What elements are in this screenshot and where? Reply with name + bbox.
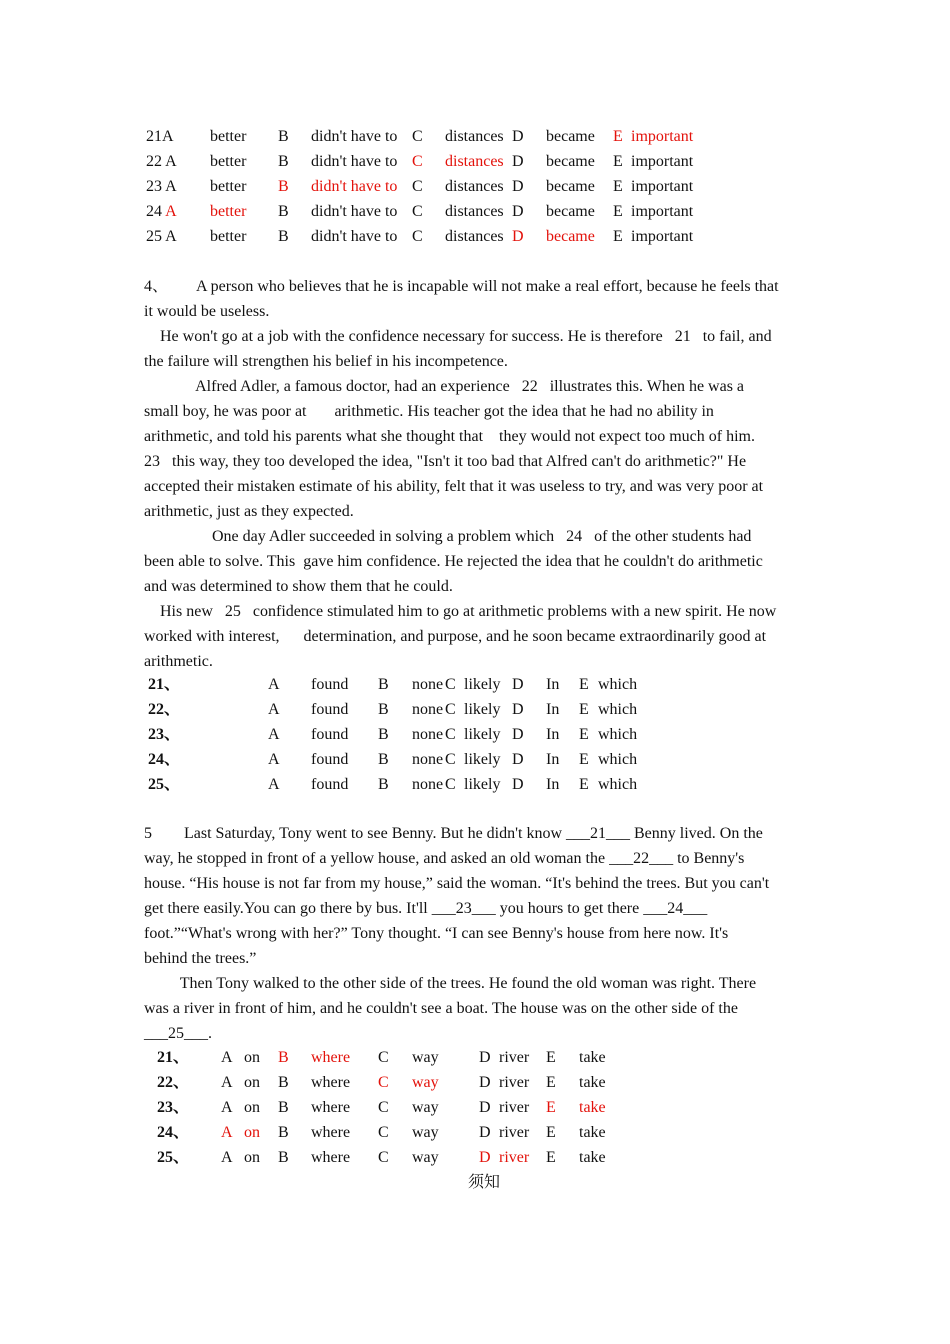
table3-cell-d_text: river <box>499 1124 530 1141</box>
table1-cell-num: 21A <box>146 128 174 145</box>
passage4-line: the failure will strengthen his belief in his incompetence. <box>144 353 508 370</box>
table3-cell-c_text: way <box>412 1149 439 1166</box>
table3-cell-c: C <box>378 1074 389 1091</box>
table1-cell-e: E <box>613 178 623 195</box>
table3-cell-d: D <box>479 1149 491 1166</box>
table1-cell-a: better <box>210 228 247 245</box>
table3-cell-b_text: where <box>311 1124 351 1141</box>
table3-cell-a: A <box>221 1074 233 1091</box>
passage4-line: arithmetic. <box>144 653 213 670</box>
table1-cell-e: E <box>613 203 623 220</box>
table2-cell-c_text: likely <box>464 701 501 718</box>
table1-cell-b_text: didn't have to <box>311 153 398 170</box>
table3-cell-b_text: where <box>311 1099 351 1116</box>
table3-cell-a_text: on <box>244 1049 260 1066</box>
table3-cell-d: D <box>479 1074 491 1091</box>
table2-cell-b_text: none <box>412 726 444 743</box>
table3-cell-c: C <box>378 1099 389 1116</box>
passage5-line: was a river in front of him, and he couldn't see a boat. The house was on the other side of the <box>144 1000 738 1017</box>
table2-cell-c: C <box>445 751 456 768</box>
table3-cell-b_text: where <box>311 1049 351 1066</box>
table3-cell-e: E <box>546 1124 556 1141</box>
table2-cell-e: E <box>579 676 589 693</box>
table3-cell-c: C <box>378 1149 389 1166</box>
table1-cell-c: C <box>412 178 423 195</box>
table3-cell-e: E <box>546 1074 556 1091</box>
table3-cell-d: D <box>479 1049 491 1066</box>
table1-cell-c_text: distances <box>445 128 504 145</box>
table2-cell-b: B <box>378 751 389 768</box>
table2-cell-num: 21、 <box>148 676 181 693</box>
passage4-line: 23 this way, they too developed the idea, "Isn't it too bad that Alfred can't do arithmetic?" He <box>144 453 747 470</box>
table2-cell-b_text: none <box>412 676 444 693</box>
passage5-line: 5 Last Saturday, Tony went to see Benny. But he didn't know ___21___ Benny lived. On the <box>144 825 763 842</box>
table3-cell-d_text: river <box>499 1049 530 1066</box>
passage5-line: foot.”“What's wrong with her?” Tony thought. “I can see Benny's house from here now. It's <box>144 925 729 942</box>
passage5-line: house. “His house is not far from my house,” said the woman. “It's behind the trees. But you can't <box>144 875 770 892</box>
table2-cell-b: B <box>378 776 389 793</box>
table2-cell-e_text: which <box>598 676 638 693</box>
table3-cell-b: B <box>278 1049 289 1066</box>
table1-cell-a: better <box>210 178 247 195</box>
table2-cell-b_text: none <box>412 776 444 793</box>
passage5-line: behind the trees.” <box>144 950 257 967</box>
table1-cell-b: B <box>278 153 289 170</box>
table1-cell-d_text: became <box>546 228 595 245</box>
table2-cell-a: A <box>268 776 280 793</box>
passage4-line: He won't go at a job with the confidence necessary for success. He is therefore 21 to fail, and <box>144 328 772 345</box>
table2-cell-e: E <box>579 726 589 743</box>
passage4-line: Alfred Adler, a famous doctor, had an experience 22 illustrates this. When he was a <box>144 378 745 395</box>
table1-cell-c_text: distances <box>445 228 504 245</box>
table1-cell-e: E <box>613 153 623 170</box>
table2-cell-d_text: In <box>546 776 560 793</box>
table1-cell-c: C <box>412 128 423 145</box>
table3-cell-d_text: river <box>499 1149 530 1166</box>
table2-cell-a_text: found <box>311 676 349 693</box>
table2-cell-a_text: found <box>311 726 349 743</box>
table1-cell-d_text: became <box>546 203 595 220</box>
table2-cell-a: A <box>268 751 280 768</box>
table2-cell-b_text: none <box>412 751 444 768</box>
table3-cell-a_text: on <box>244 1074 260 1091</box>
table1-cell-c: C <box>412 228 423 245</box>
table1-cell-c_text: distances <box>445 178 504 195</box>
table1-answer-letter: A <box>165 203 177 220</box>
table3-cell-e_text: take <box>579 1149 606 1166</box>
table2-cell-d_text: In <box>546 701 560 718</box>
table1-cell-a: better <box>210 203 247 220</box>
table3-cell-c_text: way <box>412 1049 439 1066</box>
table3-cell-a: A <box>221 1124 233 1141</box>
table2-cell-c_text: likely <box>464 751 501 768</box>
table1-cell-e_text: important <box>631 153 694 170</box>
table1-cell-d: D <box>512 178 524 195</box>
table1-cell-e_text: important <box>631 228 694 245</box>
passage5-line: ___25___. <box>144 1025 212 1042</box>
table1-cell-b: B <box>278 128 289 145</box>
table1-cell-b_text: didn't have to <box>311 128 398 145</box>
passage4-line: been able to solve. This gave him confidence. He rejected the idea that he couldn't do arithmetic <box>144 553 763 570</box>
passage4-line: arithmetic, just as they expected. <box>144 503 354 520</box>
table2-cell-c: C <box>445 701 456 718</box>
passage5-line: Then Tony walked to the other side of the trees. He found the old woman was right. There <box>144 975 757 992</box>
table2-cell-e_text: which <box>598 751 638 768</box>
passage4-line: 4、 A person who believes that he is incapable will not make a real effort, because he feels that <box>144 278 779 295</box>
table2-cell-e_text: which <box>598 726 638 743</box>
table1-cell-b: B <box>278 228 289 245</box>
table1-cell-d_text: became <box>546 128 595 145</box>
passage4-line: it would be useless. <box>144 303 270 320</box>
table2-cell-num: 24、 <box>148 751 181 768</box>
table3-cell-b: B <box>278 1099 289 1116</box>
table1-cell-e_text: important <box>631 203 694 220</box>
table3-cell-num: 25、 <box>157 1149 190 1166</box>
table3-cell-d_text: river <box>499 1099 530 1116</box>
table3-cell-e_text: take <box>579 1049 606 1066</box>
table3-cell-c: C <box>378 1124 389 1141</box>
table2-cell-e: E <box>579 701 589 718</box>
passage4-line: small boy, he was poor at arithmetic. His teacher got the idea that he had no ability in <box>144 403 714 420</box>
table3-cell-e: E <box>546 1049 556 1066</box>
table1-cell-d_text: became <box>546 178 595 195</box>
table3-cell-d_text: river <box>499 1074 530 1091</box>
table2-cell-c: C <box>445 776 456 793</box>
table3-cell-e: E <box>546 1099 556 1116</box>
table3-cell-a: A <box>221 1049 233 1066</box>
table2-cell-b: B <box>378 726 389 743</box>
table2-cell-d: D <box>512 726 524 743</box>
table2-cell-d_text: In <box>546 676 560 693</box>
table1-cell-d: D <box>512 228 524 245</box>
table1-cell-num: 23 A <box>146 178 177 195</box>
table3-cell-e_text: take <box>579 1124 606 1141</box>
table2-cell-d_text: In <box>546 726 560 743</box>
table1-cell-e: E <box>613 128 623 145</box>
table3-cell-e: E <box>546 1149 556 1166</box>
table2-cell-num: 22、 <box>148 701 181 718</box>
table1-cell-c: C <box>412 203 423 220</box>
table2-cell-c: C <box>445 726 456 743</box>
table1-cell-e: E <box>613 228 623 245</box>
table2-cell-c_text: likely <box>464 676 501 693</box>
table1-cell-b_text: didn't have to <box>311 203 398 220</box>
table2-cell-d_text: In <box>546 751 560 768</box>
table3-cell-a_text: on <box>244 1149 260 1166</box>
table1-num: 24 <box>146 203 166 220</box>
table2-cell-b_text: none <box>412 701 444 718</box>
table2-cell-a_text: found <box>311 701 349 718</box>
table1-cell-b: B <box>278 178 289 195</box>
table2-cell-a: A <box>268 676 280 693</box>
table1-cell-b: B <box>278 203 289 220</box>
passage4-line: and was determined to show them that he could. <box>144 578 453 595</box>
table2-cell-e: E <box>579 776 589 793</box>
passage5-line: way, he stopped in front of a yellow house, and asked an old woman the ___22___ to Benny's <box>144 850 745 867</box>
table1-cell-a: better <box>210 153 247 170</box>
table1-cell-b_text: didn't have to <box>311 228 398 245</box>
table3-cell-b: B <box>278 1124 289 1141</box>
table3-cell-d: D <box>479 1124 491 1141</box>
table2-cell-e_text: which <box>598 776 638 793</box>
table3-cell-b: B <box>278 1149 289 1166</box>
table3-cell-a: A <box>221 1149 233 1166</box>
table3-cell-a_text: on <box>244 1124 260 1141</box>
table1-cell-c: C <box>412 153 423 170</box>
table2-cell-a_text: found <box>311 751 349 768</box>
table3-cell-c_text: way <box>412 1074 439 1091</box>
table2-cell-c_text: likely <box>464 776 501 793</box>
table3-cell-num: 21、 <box>157 1049 190 1066</box>
table1-cell-d_text: became <box>546 153 595 170</box>
table3-cell-num: 24、 <box>157 1124 190 1141</box>
table2-cell-a_text: found <box>311 776 349 793</box>
table1-cell-b_text: didn't have to <box>311 178 398 195</box>
table1-cell-e_text: important <box>631 178 694 195</box>
table3-cell-a_text: on <box>244 1099 260 1116</box>
table2-cell-a: A <box>268 701 280 718</box>
table1-cell-c_text: distances <box>445 203 504 220</box>
table3-cell-b_text: where <box>311 1149 351 1166</box>
table3-cell-a: A <box>221 1099 233 1116</box>
table3-cell-c_text: way <box>412 1099 439 1116</box>
table3-cell-num: 22、 <box>157 1074 190 1091</box>
table1-cell-num: 25 A <box>146 228 177 245</box>
table3-cell-c_text: way <box>412 1124 439 1141</box>
table3-cell-num: 23、 <box>157 1099 190 1116</box>
table1-cell-d: D <box>512 128 524 145</box>
table2-cell-b: B <box>378 676 389 693</box>
table1-cell-e_text: important <box>631 128 694 145</box>
table2-cell-e: E <box>579 751 589 768</box>
table1-cell-d: D <box>512 203 524 220</box>
table2-cell-d: D <box>512 776 524 793</box>
table2-cell-num: 23、 <box>148 726 181 743</box>
table2-cell-num: 25、 <box>148 776 181 793</box>
table1-cell-d: D <box>512 153 524 170</box>
table2-cell-d: D <box>512 701 524 718</box>
table2-cell-a: A <box>268 726 280 743</box>
footer-text: 须知 <box>468 1174 501 1191</box>
table3-cell-c: C <box>378 1049 389 1066</box>
table3-cell-b_text: where <box>311 1074 351 1091</box>
table2-cell-e_text: which <box>598 701 638 718</box>
table2-cell-c: C <box>445 676 456 693</box>
passage4-line: worked with interest, determination, and purpose, and he soon became extraordinarily good at <box>144 628 767 645</box>
table1-cell-num <box>146 199 177 224</box>
table2-cell-c_text: likely <box>464 726 501 743</box>
table3-cell-e_text: take <box>579 1074 606 1091</box>
passage4-line: accepted their mistaken estimate of his ability, felt that it was useless to try, and was very poor at <box>144 478 764 495</box>
table1-cell-num: 22 A <box>146 153 177 170</box>
passage4-line: One day Adler succeeded in solving a problem which 24 of the other students had <box>144 528 752 545</box>
table2-cell-d: D <box>512 751 524 768</box>
table3-cell-e_text: take <box>579 1099 606 1116</box>
table3-cell-d: D <box>479 1099 491 1116</box>
passage5-line: get there easily.You can go there by bus. It'll ___23___ you hours to get there ___24___ <box>144 900 708 917</box>
passage4-line: arithmetic, and told his parents what she thought that they would not expect too much of him. <box>144 428 755 445</box>
table3-cell-b: B <box>278 1074 289 1091</box>
table2-cell-b: B <box>378 701 389 718</box>
passage4-line: His new 25 confidence stimulated him to go at arithmetic problems with a new spirit. He now <box>144 603 777 620</box>
table1-cell-a: better <box>210 128 247 145</box>
table2-cell-d: D <box>512 676 524 693</box>
table1-cell-c_text: distances <box>445 153 504 170</box>
